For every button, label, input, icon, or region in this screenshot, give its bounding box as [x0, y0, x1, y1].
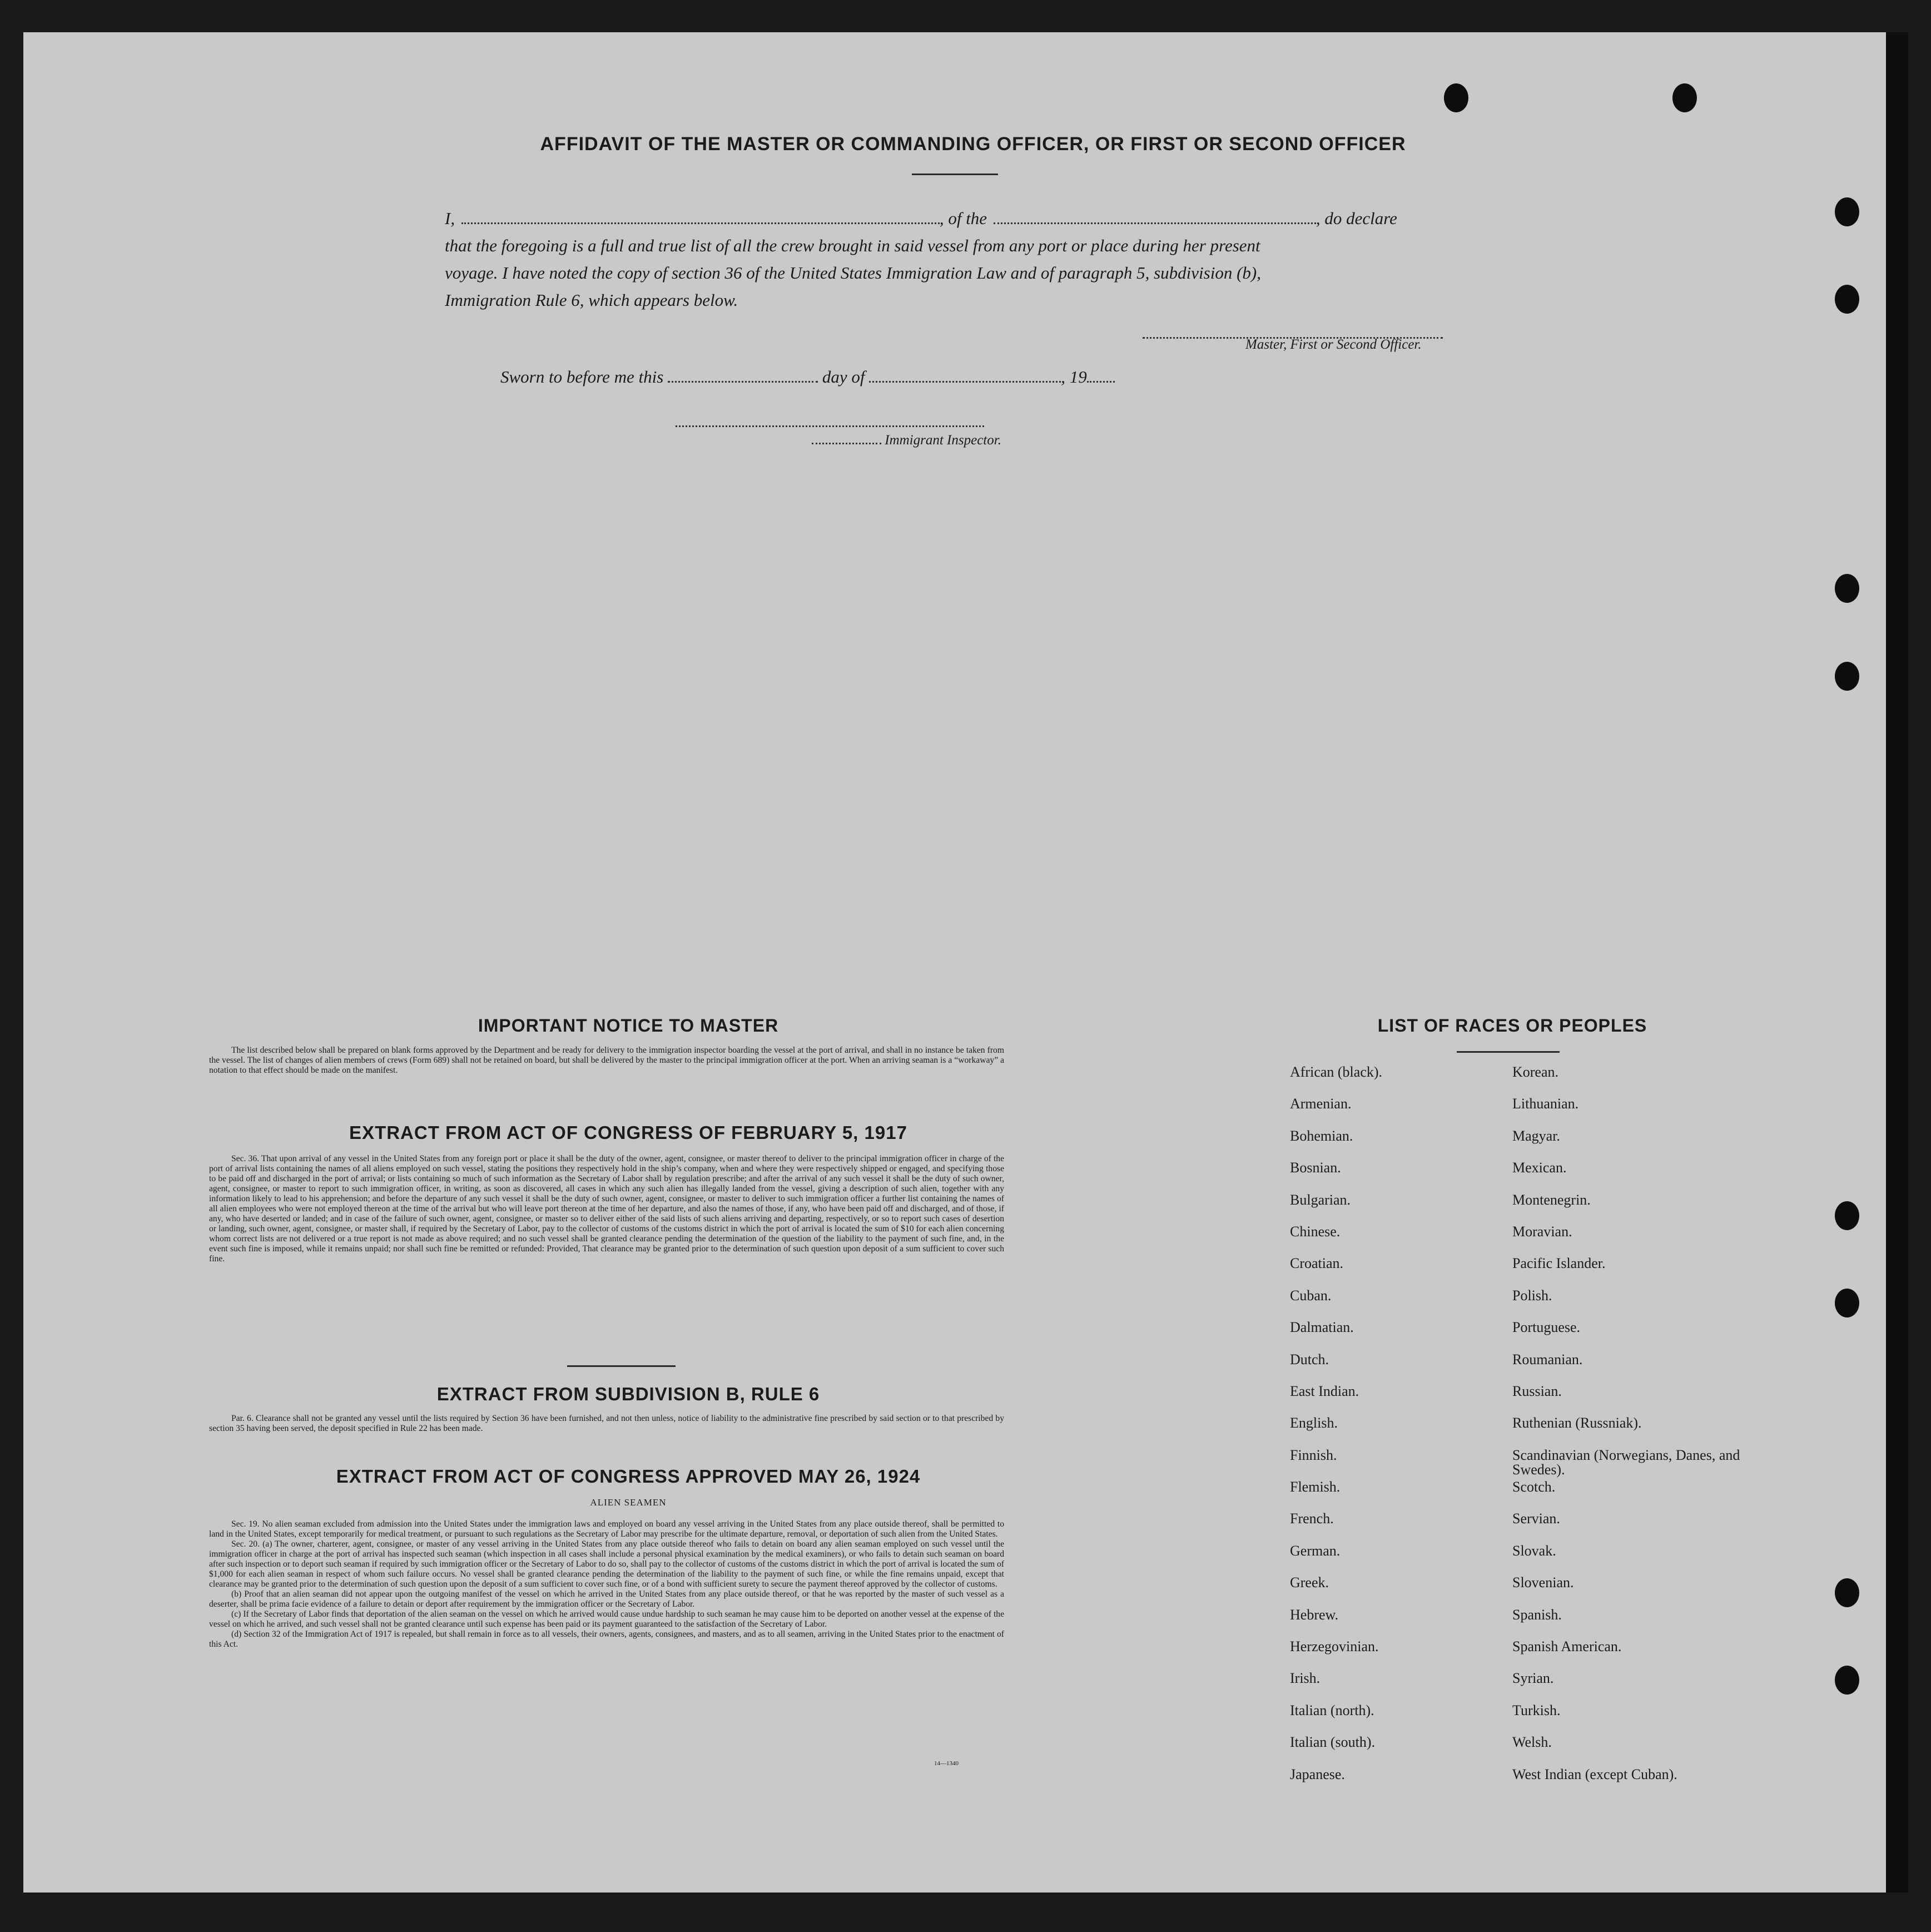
- inspector-dots: [812, 443, 881, 444]
- inspector-label-row: [812, 433, 1101, 448]
- race-item: French.: [1290, 1510, 1334, 1527]
- race-item: Italian (south).: [1290, 1734, 1376, 1751]
- declaration-text: [445, 205, 1490, 314]
- day-blank[interactable]: [668, 381, 818, 383]
- binder-hole: [1835, 1666, 1859, 1695]
- race-item: Lithuanian.: [1512, 1096, 1579, 1112]
- inspector-signature-line[interactable]: [676, 420, 984, 427]
- signature-label: Master, First or Second Officer.: [1245, 337, 1422, 352]
- race-item: Dalmatian.: [1290, 1319, 1354, 1336]
- declaration-line-3: voyage. I have noted the copy of section 36 of the United States Immigration Law and of paragraph 5, subdivision (b),: [445, 263, 1261, 283]
- race-item: German.: [1290, 1542, 1341, 1559]
- race-item: Hebrew.: [1290, 1606, 1339, 1623]
- notice-title: IMPORTANT NOTICE TO MASTER: [478, 1015, 779, 1036]
- affidavit-title: AFFIDAVIT OF THE MASTER OR COMMANDING OFFICER, OR FIRST OR SECOND OFFICER: [540, 133, 1406, 155]
- race-item: Dutch.: [1290, 1351, 1329, 1368]
- races-title: LIST OF RACES OR PEOPLES: [1377, 1015, 1647, 1036]
- binder-hole: [1835, 574, 1859, 603]
- extract-rule6-title: EXTRACT FROM SUBDIVISION B, RULE 6: [436, 1384, 820, 1404]
- sworn-year: , 19: [1061, 367, 1087, 387]
- race-item: Slovak.: [1512, 1542, 1556, 1559]
- races-left-column: [1290, 1065, 1518, 1799]
- race-item: Montenegrin.: [1512, 1191, 1591, 1208]
- race-item: Cuban.: [1290, 1287, 1332, 1304]
- race-item: West Indian (except Cuban).: [1512, 1766, 1677, 1782]
- race-item: Bosnian.: [1290, 1160, 1341, 1176]
- section-20d: (d) Section 32 of the Immigration Act of 1917 is repealed, but shall remain in force as to all vessels, their owners, agents, consignees, and masters, and as to all seamen, arriving in the United States prior to the enactment of this Act.: [209, 1629, 1004, 1649]
- binder-hole: [1835, 662, 1859, 691]
- sworn-day-of: day of: [822, 367, 865, 387]
- vessel-blank[interactable]: [994, 222, 1316, 224]
- divider: [567, 1365, 676, 1367]
- binder-hole: [1672, 83, 1697, 112]
- race-item: Greek.: [1290, 1574, 1329, 1591]
- race-item: Ruthenian (Russniak).: [1512, 1415, 1642, 1431]
- race-item: African (black).: [1290, 1064, 1383, 1080]
- race-item: English.: [1290, 1415, 1338, 1431]
- binder-hole: [1835, 1201, 1859, 1230]
- declaration-of-the: , of the: [939, 209, 987, 228]
- race-item: Spanish American.: [1512, 1638, 1622, 1655]
- binder-hole: [1835, 197, 1859, 226]
- race-item: Scandinavian (Norwegians, Danes, and Swedes).: [1512, 1446, 1740, 1478]
- binder-hole: [1835, 1578, 1859, 1607]
- race-item: Servian.: [1512, 1510, 1560, 1527]
- race-item: Moravian.: [1512, 1223, 1572, 1240]
- extract-1924-subtitle: ALIEN SEAMEN: [590, 1497, 667, 1508]
- page-edge-shadow: [1886, 32, 1908, 1893]
- divider: [912, 174, 998, 175]
- race-item: Russian.: [1512, 1383, 1562, 1399]
- race-item: Slovenian.: [1512, 1574, 1574, 1591]
- notice-body: The list described below shall be prepared on blank forms approved by the Department and be ready for delivery to the immigration inspector boarding the vessel at the port of arrival, and shall in no instance be taken from the vessel. The list of changes of alien members of crews (Form 689) shall not be retained on board, but shall be delivered by the master to the principal immigration officer at the port. When an arriving seaman is a “workaway” a notation to that effect should be made on the manifest.: [209, 1046, 1004, 1075]
- race-item: Flemish.: [1290, 1479, 1341, 1495]
- sworn-prefix: Sworn to before me this: [500, 367, 664, 387]
- race-item: Magyar.: [1512, 1127, 1560, 1144]
- race-item: Italian (north).: [1290, 1702, 1374, 1718]
- section-20b: (b) Proof that an alien seaman did not appear upon the outgoing manifest of the vessel on which he arrived in the United States from any place outside thereof, or that he was reported by the master of such vessel as a deserter, shall be prima facie evidence of a failure to detain or deport after requirement by the immigration officer or the Secretary of Labor.: [209, 1589, 1004, 1609]
- race-item: Finnish.: [1290, 1446, 1337, 1463]
- races-right-column: [1512, 1065, 1740, 1799]
- declaration-do-declare: , do declare: [1316, 209, 1397, 228]
- race-item: Bulgarian.: [1290, 1191, 1351, 1208]
- race-item: Bohemian.: [1290, 1127, 1353, 1144]
- inspector-label: Immigrant Inspector.: [885, 433, 1001, 448]
- extract-1924-title: EXTRACT FROM ACT OF CONGRESS APPROVED MAY 26, 1924: [336, 1466, 921, 1487]
- declaration-i: I,: [445, 209, 455, 228]
- race-item: Roumanian.: [1512, 1351, 1583, 1368]
- extract-1924-body: [209, 1519, 1004, 1649]
- race-item: Chinese.: [1290, 1223, 1341, 1240]
- race-item: Welsh.: [1512, 1734, 1552, 1751]
- race-item: East Indian.: [1290, 1383, 1359, 1399]
- extract-1917-title: EXTRACT FROM ACT OF CONGRESS OF FEBRUARY 5, 1917: [349, 1122, 907, 1143]
- section-19: Sec. 19. No alien seaman excluded from admission into the United States under the immigration laws and employed on board any vessel arriving in the United States from any place outside thereof, shall be permitted to land in the United States, except temporarily for medical treatment, or pursuant to such regulations as the Secretary of Labor may prescribe for the ultimate departure, removal, or deportation of such alien from the United States.: [209, 1519, 1004, 1539]
- year-blank[interactable]: [1087, 381, 1115, 383]
- binder-hole: [1835, 285, 1859, 314]
- sworn-line: [500, 367, 1223, 387]
- race-item: Armenian.: [1290, 1096, 1352, 1112]
- race-item: Turkish.: [1512, 1702, 1561, 1718]
- binder-hole: [1444, 83, 1468, 112]
- race-item: Portuguese.: [1512, 1319, 1581, 1336]
- extract-1917-body: Sec. 36. That upon arrival of any vessel in the United States from any foreign port or place it shall be the duty of the owner, agent, consignee, or master thereof to deliver to the principal immigration officer in charge of the port of arrival lists containing the names of all aliens employed on such vessel, stating the positions they respectively hold in the ship’s company, when and where they were respectively shipped or engaged, and specifying those to be paid off and discharged in the port of arrival; or lists containing so much of such information as the Secretary of Labor shall by regulation prescribe; and after the arrival of any such vessel it shall be the duty of such owner, agent, consignee, or master to report to such immigration officer, in writing, as soon as discovered, all cases in which any such alien has illegally landed from the vessel, giving a description of such alien, together with any information likely to lead to his apprehension; and before the departure of any such vessel it shall be the duty of such owner, agent, consignee, or master to deliver to such immigration officer a further list containing the names of all alien employees who were not employed thereon at the time of the arrival but who will leave port thereon at the time of her departure, and also the names of those, if any, who have been paid off and discharged, and of those, if any, who have deserted or landed; and in case of the failure of such owner, agent, consignee, or master so to deliver either of the said lists of such aliens arriving and departing, respectively, or so to report such cases of desertion or landing, such owner, agent, consignee, or master shall, if required by the Secretary of Labor, pay to the collector of customs of the customs district in which the port of arrival is located the sum of $10 for each alien concerning whom correct lists are not delivered or a true report is not made as above required; and no such vessel shall be granted clearance pending the determination of the question of the liability to the payment of such fine, and, in the event such fine is imposed, while it remains unpaid; nor shall such fine be remitted or refunded: Provided, That clearance may be granted prior to the determination of such question upon deposit of a sum sufficient to cover such fine.: [209, 1154, 1004, 1264]
- form-number: 14—1340: [934, 1760, 959, 1767]
- race-item: Korean.: [1512, 1064, 1559, 1080]
- race-item: Croatian.: [1290, 1255, 1344, 1272]
- section-20a: Sec. 20. (a) The owner, charterer, agent, consignee, or master of any vessel arriving in the United States from any place outside thereof who fails to detain on board any alien seaman employed on such vessel until the immigration officer in charge at the port of arrival has inspected such seaman (which inspection in all cases shall include a personal physical examination by the medical examiners), or who fails to detain such seaman on board after such inspection or to deport such seaman if required by such immigration officer or the Secretary of Labor to do so, shall pay to the collector of customs of the customs district in which the port of arrival is located the sum of $1,000 for each alien seaman in respect of whom such failure occurs. No vessel shall be granted clearance pending the determination of the liability to the payment of such fine, or while the fine remains unpaid, except that clearance may be granted prior to the determination of such question upon the deposit of a sum sufficient to cover such fine, or of a bond with sufficient surety to secure the payment thereof approved by the collector of customs.: [209, 1539, 1004, 1589]
- declaration-line-1: [445, 205, 1490, 232]
- extract-rule6-body: Par. 6. Clearance shall not be granted any vessel until the lists required by Section 36 have been furnished, and not then unless, notice of liability to the administrative fine prescribed by said section or to that prescribed by section 35 having been served, the deposit specified in Rule 22 has been made.: [209, 1414, 1004, 1433]
- race-item: Herzegovinian.: [1290, 1638, 1379, 1655]
- declaration-line-4: Immigration Rule 6, which appears below.: [445, 290, 738, 310]
- race-item: Scotch.: [1512, 1479, 1556, 1495]
- race-item: Syrian.: [1512, 1670, 1554, 1687]
- section-20c: (c) If the Secretary of Labor finds that deportation of the alien seaman on the vessel on which he arrived would cause undue hardship to such seaman he may cause him to be deported on another vessel at the expense of the vessel on which he arrived, and such vessel shall not be granted clearance until such expense has been paid or its payment guaranteed to the satisfaction of the Secretary of Labor.: [209, 1609, 1004, 1629]
- race-item: Japanese.: [1290, 1766, 1345, 1782]
- declaration-line-2: that the foregoing is a full and true list of all the crew brought in said vessel from any port or place during her present: [445, 236, 1260, 255]
- race-item: Mexican.: [1512, 1160, 1567, 1176]
- race-item: Spanish.: [1512, 1606, 1562, 1623]
- race-item: Irish.: [1290, 1670, 1321, 1687]
- month-blank[interactable]: [869, 381, 1061, 383]
- name-blank[interactable]: [461, 222, 940, 224]
- binder-hole: [1835, 1289, 1859, 1317]
- race-item: Pacific Islander.: [1512, 1255, 1606, 1272]
- divider: [1457, 1051, 1560, 1053]
- race-item: Polish.: [1512, 1287, 1552, 1304]
